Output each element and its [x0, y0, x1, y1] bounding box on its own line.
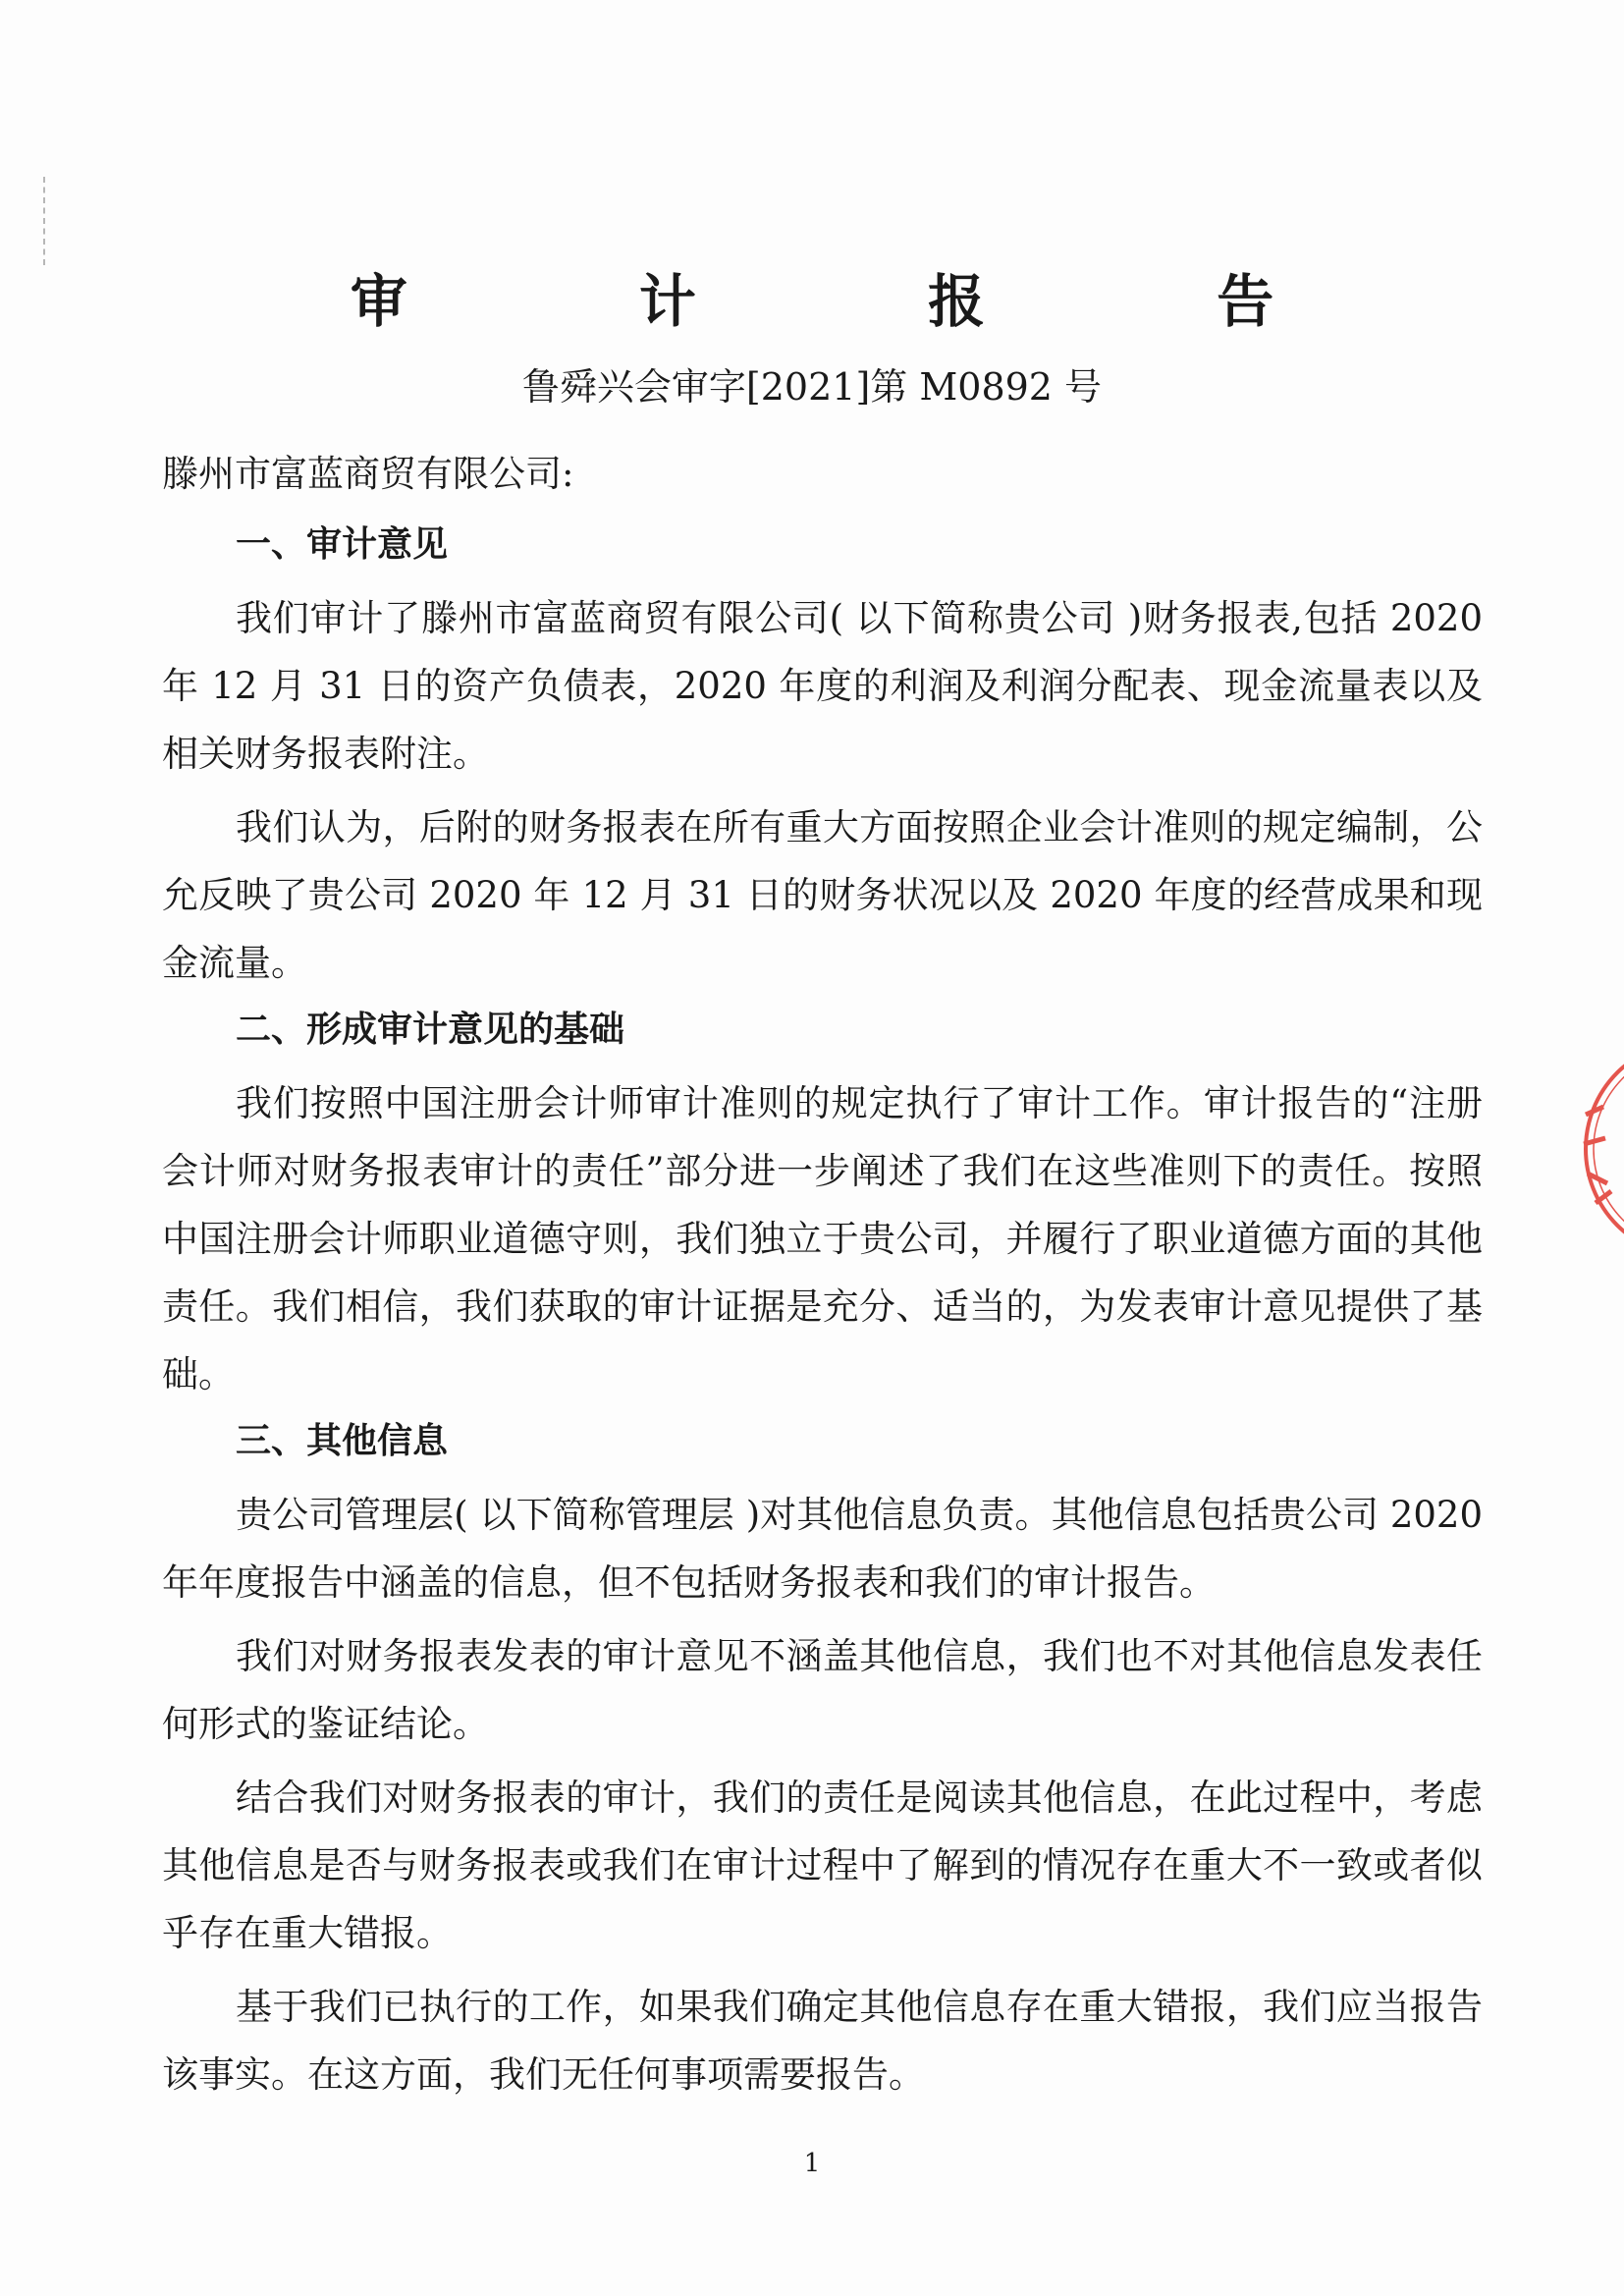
paragraph: 贵公司管理层( 以下简称管理层 )对其他信息负责。其他信息包括贵公司 2020 年年度报告中涵盖的信息，但不包括财务报表和我们的审计报告。 [162, 1494, 1483, 1604]
paragraph: 基于我们已执行的工作，如果我们确定其他信息存在重大错报，我们应当报告该事实。在这方面，我们无任何事项需要报告。 [162, 1986, 1483, 2096]
red-seal-stamp [1546, 1036, 1624, 1262]
document-number: 鲁舜兴会审字[2021]第 M0892 号 [521, 365, 1103, 409]
section-audit-opinion [162, 518, 1483, 997]
section-heading: 二、形成审计意见的基础 [236, 1010, 625, 1050]
scan-margin-mark [43, 177, 49, 265]
report-body [162, 447, 1483, 2114]
page-number: 1 [803, 2149, 821, 2178]
section-heading: 一、审计意见 [236, 524, 449, 565]
section-basis-for-opinion [162, 1003, 1483, 1408]
paragraph: 我们对财务报表发表的审计意见不涵盖其他信息，我们也不对其他信息发表任何形式的鉴证结论。 [162, 1635, 1483, 1745]
paragraph: 我们审计了滕州市富蓝商贸有限公司( 以下简称贵公司 )财务报表,包括 2020 年 12 月 31 日的资产负债表，2020 年度的利润及利润分配表、现金流量表以及相关财务报表附注。 [162, 597, 1483, 775]
report-title: 审 计 报 告 [350, 268, 1380, 335]
addressee: 滕州市富蓝商贸有限公司: [162, 453, 574, 495]
paragraph: 我们认为，后附的财务报表在所有重大方面按照企业会计准则的规定编制，公允反映了贵公司 2020 年 12 月 31 日的财务状况以及 2020 年度的经营成果和现金流量。 [162, 806, 1483, 984]
paragraph: 我们按照中国注册会计师审计准则的规定执行了审计工作。审计报告的“注册会计师对财务报表审计的责任”部分进一步阐述了我们在这些准则下的责任。按照中国注册会计师职业道德守则，我们独立于贵公司，并履行了职业道德方面的其他责任。我们相信，我们获取的审计证据是充分、适当的，为发表审计意见提供了基础。 [162, 1082, 1483, 1395]
section-other-information [162, 1414, 1483, 2108]
paragraph: 结合我们对财务报表的审计，我们的责任是阅读其他信息，在此过程中，考虑其他信息是否与财务报表或我们在审计过程中了解到的情况存在重大不一致或者似乎存在重大错报。 [162, 1777, 1483, 1954]
section-heading: 三、其他信息 [236, 1421, 449, 1461]
